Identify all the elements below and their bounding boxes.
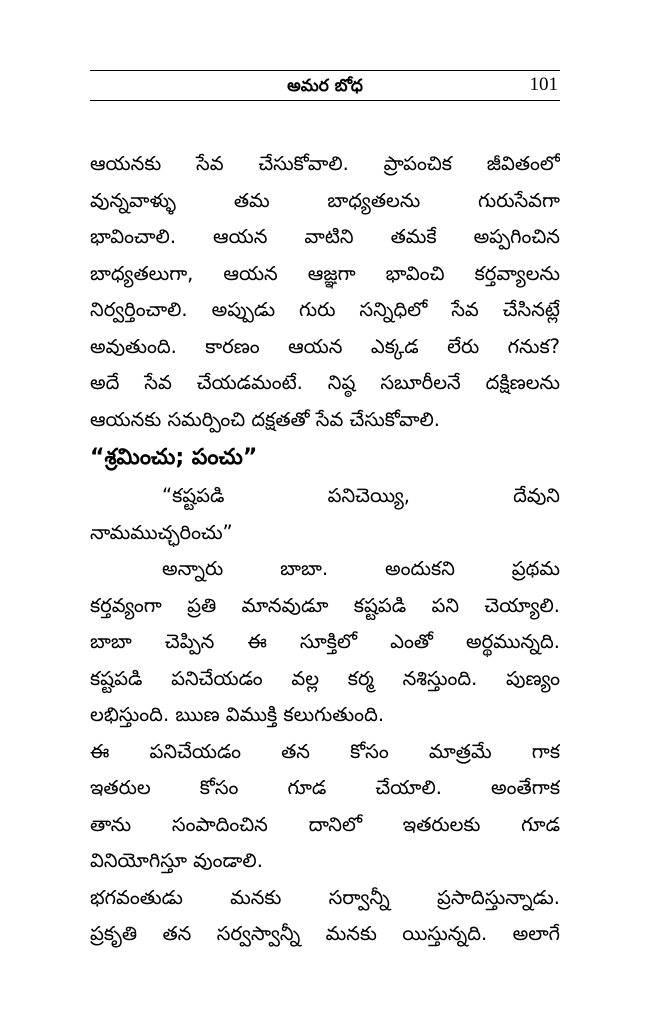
text-line: ఇతరుల కోసం గూడ చేయాలి. అంతేగాక	[90, 776, 560, 799]
text-line: అదే సేవ చేయడమంటే. నిష్ఠ సబూరీలనే దక్షిణలను	[90, 371, 560, 394]
text-line: భగవంతుడు మనకు సర్వాన్నీ ప్రసాదిస్తున్నాడు.	[90, 885, 560, 909]
text-line: వినియోగిస్తూ వుండాలి.	[90, 849, 263, 872]
text-line: భావించాలి. ఆయన వాటిని తమకే అప్పగించిన	[90, 225, 560, 248]
text-line: బాధ్యతలుగా, ఆయన ఆజ్ఞగా భావించి కర్తవ్యాలను	[90, 261, 560, 285]
text-line: అవుతుంది. కారణం ఆయన ఎక్కడ లేరు గనుక?	[90, 334, 560, 358]
text-line: ప్రకృతి తన సర్వస్వాన్నీ మనకు యిస్తున్నది. అలాగే	[90, 922, 560, 945]
quote-block	[90, 478, 560, 551]
text-line: వున్నవాళ్ళు తమ బాధ్యతలను గురుసేవగా	[90, 188, 560, 212]
page-body	[90, 146, 560, 953]
text-line: కర్తవ్యంగా ప్రతి మానవుడూ కష్టపడి పని చెయ్యాలి.	[90, 593, 560, 617]
text-line: తాను సంపాదించిన దానిలో ఇతరులకు గూడ	[90, 812, 560, 836]
paragraph	[90, 146, 560, 438]
text-line: బాబా చెప్పిన ఈ సూక్తిలో ఎంతో అర్థమున్నది.	[90, 630, 560, 653]
paragraph	[90, 551, 560, 734]
text-line: లభిస్తుంది. ఋణ విముక్తి కలుగుతుంది.	[90, 703, 385, 726]
quote-line: నామముచ్ఛరించు”	[90, 520, 233, 544]
text-line: ఈ పనిచేయడం తన కోసం మాత్రమే గాక	[90, 739, 560, 763]
text-line: ఆయనకు సమర్పించి దక్షతతో సేవ చేసుకోవాలి.	[90, 407, 440, 431]
paragraph	[90, 734, 560, 880]
section-heading: “శ్రమించు; పంచు”	[90, 445, 258, 470]
page-header	[90, 70, 560, 101]
paragraph	[90, 880, 560, 953]
text-line: నిర్వర్తించాలి. అప్పుడు గురు సన్నిధిలో సేవ చేసినట్లే	[90, 298, 560, 321]
quote-line: “కష్టపడి పనిచెయ్యి, దేవుని	[162, 484, 560, 507]
page-number: 101	[529, 74, 558, 95]
book-title: అమర బోధ	[287, 76, 363, 96]
text-line: అన్నారు బాబా. అందుకని ప్రథమ	[162, 557, 560, 580]
text-line: ఆయనకు సేవ చేసుకోవాలి. ప్రాపంచిక జీవితంలో	[90, 152, 560, 175]
text-line: కష్టపడి పనిచేయడం వల్ల కర్మ నశిస్తుంది. పుణ్యం	[90, 666, 560, 690]
